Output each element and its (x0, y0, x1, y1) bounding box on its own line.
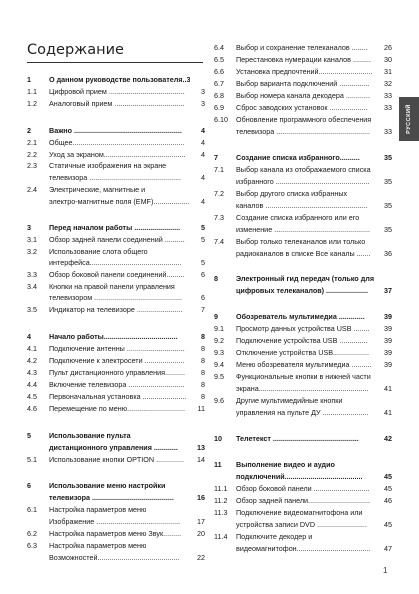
toc-entry-title: подключений....................................... (236, 472, 363, 481)
toc-entry-page: 8 (201, 356, 205, 365)
toc-entry-page: 37 (384, 286, 392, 295)
toc-entry-title: Использование меню настройки (49, 481, 166, 490)
toc-entry-number: 9 (214, 312, 218, 321)
toc-entry-title: Электрические, магнитные и (49, 185, 146, 194)
toc-entry-number: 11.3 (214, 508, 228, 517)
toc-entry-title: Выбор другого списка избранных (236, 189, 348, 198)
toc-entry-title: телевизора .............................................. (49, 173, 182, 182)
toc-entry-number: 6.8 (214, 91, 224, 100)
toc-entry-page: 22 (197, 553, 205, 562)
toc-entry-number: 6.4 (214, 43, 224, 52)
toc-entry-title: Использование пульта (49, 431, 131, 440)
toc-entry-number: 11.1 (214, 484, 228, 493)
toc-entry-page: 17 (197, 517, 205, 526)
toc-entry-page: 8 (201, 344, 205, 353)
toc-entry-title: Перемещение по меню............................. (49, 404, 186, 413)
title-rule (27, 62, 203, 63)
toc-entry-number: 6.5 (214, 55, 224, 64)
toc-entry-title: Подключение антенны ............................. (49, 344, 185, 353)
toc-entry-title: телевизора ............................................... (236, 127, 371, 136)
toc-entry-page: 33 (384, 127, 392, 136)
toc-entry-page: 4 (201, 173, 205, 182)
toc-entry-number: 1.2 (27, 99, 37, 108)
toc-entry-title: Обозреватель мультимедиа ............. (236, 312, 365, 321)
toc-entry-page: 4 (201, 126, 205, 135)
toc-entry-page: 33 (384, 103, 392, 112)
toc-entry-number: 2 (27, 126, 31, 135)
toc-entry-title: Подключение к электросети .................... (49, 356, 185, 365)
toc-entry-page: 46 (384, 496, 392, 505)
toc-entry-page: 35 (384, 225, 392, 234)
toc-entry-title: Кнопки на правой панели управления (49, 282, 175, 291)
toc-entry-page: 16 (197, 493, 205, 502)
toc-entry-page: 45 (384, 484, 392, 493)
toc-entry-title: О данном руководстве пользователя..3 (49, 75, 191, 84)
toc-entry-page: 8 (201, 332, 205, 341)
toc-entry-title: Пульт дистанционного управления.......... (49, 368, 185, 377)
toc-entry-title: Подключите декодер и (236, 532, 313, 541)
toc-entry-page: 39 (384, 360, 392, 369)
toc-entry-number: 9.3 (214, 348, 224, 357)
toc-entry-page: 5 (201, 258, 205, 267)
toc-entry-page: 14 (197, 455, 205, 464)
toc-entry-title: Перестановка нумерации каналов ......... (236, 55, 371, 64)
toc-entry-page: 4 (201, 197, 205, 206)
toc-entry-title: Перед началом работы ....................... (49, 223, 181, 232)
toc-entry-title: Обновление программного обеспечения (236, 115, 372, 124)
toc-entry-title: Индикатор на телевизоре ....................... (49, 305, 183, 314)
toc-entry-number: 8 (214, 274, 218, 283)
toc-entry-page: 39 (384, 312, 392, 321)
toc-entry-title: каналов ................................................... (236, 201, 368, 210)
toc-entry-title: Изображение .......................................... (49, 517, 181, 526)
toc-entry-number: 4.3 (27, 368, 37, 377)
toc-entry-number: 11.4 (214, 532, 228, 541)
toc-entry-number: 4.4 (27, 380, 37, 389)
toc-entry-number: 1 (27, 75, 31, 84)
page-number: 1 (383, 566, 388, 575)
toc-entry-title: Выбор только телеканалов или только (236, 237, 366, 246)
toc-entry-title: телевизора ......................................... (49, 493, 174, 502)
toc-entry-title: Подключение видеомагнитофона или (236, 508, 363, 517)
toc-entry-number: 7.3 (214, 213, 224, 222)
toc-entry-title: Обзор задней панели............................... (236, 496, 370, 505)
toc-entry-page: 4 (201, 150, 205, 159)
toc-entry-page: 20 (197, 529, 205, 538)
toc-entry-page: 30 (384, 55, 392, 64)
toc-entry-number: 11 (214, 460, 222, 469)
toc-entry-title: Подключение устройства USB .............. (236, 336, 368, 345)
toc-entry-page: 31 (384, 67, 392, 76)
toc-entry-title: Обзор боковой панели ............................ (236, 484, 370, 493)
toc-entry-number: 2.3 (27, 161, 37, 170)
toc-entry-page: 5 (201, 223, 205, 232)
toc-entry-number: 4 (27, 332, 31, 341)
toc-entry-number: 9.4 (214, 360, 224, 369)
toc-entry-number: 2.1 (27, 138, 37, 147)
toc-entry-title: радиоканалов в списке Все каналы ....... (236, 249, 371, 258)
toc-entry-title: Другие мультимедийные кнопки (236, 396, 343, 405)
toc-entry-page: 8 (201, 380, 205, 389)
toc-entry-title: дистанционного управления ............ (49, 443, 178, 452)
toc-entry-title: изменение ................................................ (236, 225, 371, 234)
toc-entry-number: 5.1 (27, 455, 37, 464)
toc-entry-number: 6.10 (214, 115, 228, 124)
toc-entry-title: интерфейса.............................................. (49, 258, 182, 267)
toc-entry-page: 6 (201, 293, 205, 302)
toc-entry-title: Возможностей......................................... (49, 553, 180, 562)
toc-entry-title: Установка предпочтений........................... (236, 67, 373, 76)
toc-entry-page: 35 (384, 177, 392, 186)
toc-entry-title: телевизором ............................................ (49, 293, 183, 302)
toc-entry-title: Выбор номера канала декодера ............ (236, 91, 370, 100)
toc-entry-page: 45 (384, 472, 392, 481)
toc-entry-title: Функциональные кнопки в нижней части (236, 372, 371, 381)
toc-entry-title: Отключение устройства USB.................. (236, 348, 370, 357)
toc-entry-title: электро-магнитные поля (EMF).................. (49, 197, 190, 206)
toc-entry-title: Выбор канала из отображаемого списка (236, 165, 371, 174)
toc-entry-page: 39 (384, 348, 392, 357)
toc-entry-page: 26 (384, 43, 392, 52)
toc-entry-title: Первоначальная установка ...................... (49, 392, 187, 401)
toc-entry-title: Настройка параметров меню (49, 541, 147, 550)
toc-entry-number: 4.1 (27, 344, 37, 353)
toc-entry-page: 5 (201, 235, 205, 244)
toc-entry-number: 4.2 (27, 356, 37, 365)
toc-entry-title: Обзор боковой панели соединений......... (49, 270, 185, 279)
toc-entry-number: 3.2 (27, 247, 37, 256)
toc-entry-title: избранного ............................................... (236, 177, 370, 186)
toc-entry-number: 3 (27, 223, 31, 232)
toc-entry-page: 36 (384, 249, 392, 258)
toc-entry-title: Выбор и сохранение телеканалов ........ (236, 43, 368, 52)
toc-entry-title: Включение телевизора ............................ (49, 380, 185, 389)
toc-entry-page: 39 (384, 336, 392, 345)
toc-entry-page: 42 (384, 434, 392, 443)
toc-entry-page: 35 (384, 153, 392, 162)
toc-entry-number: 9.5 (214, 372, 224, 381)
toc-entry-title: Важно ...................................................... (49, 126, 182, 135)
toc-entry-title: Создание списка избранного.......... (236, 153, 360, 162)
toc-entry-title: Статичные изображения на экране (49, 161, 167, 170)
toc-entry-number: 6.3 (27, 541, 37, 550)
toc-entry-number: 6.9 (214, 103, 224, 112)
toc-entry-page: 3 (201, 99, 205, 108)
toc-entry-number: 7.2 (214, 189, 224, 198)
toc-entry-number: 9.2 (214, 336, 224, 345)
toc-entry-page: 45 (384, 520, 392, 529)
toc-entry-page: 33 (384, 91, 392, 100)
toc-entry-number: 7.1 (214, 165, 224, 174)
toc-entry-title: видеомагнитофон..................................... (236, 544, 371, 553)
toc-entry-title: цифровых телеканалов) ..................... (236, 286, 368, 295)
toc-entry-page: 11 (197, 404, 205, 413)
toc-entry-title: Обзор задней панели соединений .......... (49, 235, 185, 244)
toc-entry-title: Выполнение видео и аудио (236, 460, 335, 469)
toc-entry-title: устройства записи DVD ......................... (236, 520, 367, 529)
toc-entry-page: 7 (201, 305, 205, 314)
toc-entry-page: 32 (384, 79, 392, 88)
toc-entry-title: Выбор варианта подключений ............... (236, 79, 370, 88)
toc-entry-number: 3.1 (27, 235, 37, 244)
toc-entry-number: 7 (214, 153, 218, 162)
toc-entry-title: Просмотр данных устройства USB ........ (236, 324, 370, 333)
toc-entry-number: 6.1 (27, 505, 37, 514)
toc-entry-number: 3.3 (27, 270, 37, 279)
toc-entry-title: Настройка параметров меню (49, 505, 147, 514)
toc-entry-number: 3.5 (27, 305, 37, 314)
toc-entry-page: 3 (201, 87, 205, 96)
toc-entry-title: Цифровой прием ...................................... (49, 87, 185, 96)
toc-entry-title: Начало работы..................................... (49, 332, 178, 341)
toc-entry-title: Настройка параметров меню Звук......... (49, 529, 182, 538)
toc-entry-page: 41 (384, 384, 392, 393)
toc-entry-number: 6.6 (214, 67, 224, 76)
toc-entry-page: 6 (201, 270, 205, 279)
toc-entry-title: Использование слота общего (49, 247, 148, 256)
toc-entry-page: 8 (201, 368, 205, 377)
language-tab (399, 97, 419, 141)
toc-entry-page: 41 (384, 408, 392, 417)
toc-entry-number: 9.1 (214, 324, 224, 333)
toc-entry-page: 35 (384, 201, 392, 210)
toc-entry-number: 2.4 (27, 185, 37, 194)
toc-entry-title: Уход за экраном......................................... (49, 150, 186, 159)
toc-entry-number: 7.4 (214, 237, 224, 246)
toc-entry-number: 10 (214, 434, 222, 443)
toc-entry-number: 11.2 (214, 496, 228, 505)
toc-entry-title: Электронный гид передач (только для (236, 274, 375, 283)
toc-entry-page: 8 (201, 392, 205, 401)
toc-entry-page: 39 (384, 324, 392, 333)
toc-entry-title: Телетекст ........................................... (236, 434, 359, 443)
toc-entry-number: 3.4 (27, 282, 37, 291)
toc-entry-number: 6.2 (27, 529, 37, 538)
toc-entry-number: 9.6 (214, 396, 224, 405)
toc-entry-page: 13 (197, 443, 205, 452)
toc-entry-title: Сброс заводских установок ................... (236, 103, 368, 112)
toc-entry-title: Использование кнопки OPTION .............. (49, 455, 185, 464)
language-tab-label: РУССКИЙ (406, 104, 412, 134)
toc-entry-title: Аналоговый прием ................................... (49, 99, 185, 108)
toc-entry-number: 4.5 (27, 392, 37, 401)
toc-entry-title: Создание списка избранного или его (236, 213, 360, 222)
toc-entry-number: 5 (27, 431, 31, 440)
toc-entry-title: управления на пульте ДУ ....................... (236, 408, 369, 417)
toc-entry-number: 6.7 (214, 79, 224, 88)
toc-entry-page: 47 (384, 544, 392, 553)
toc-entry-number: 6 (27, 481, 31, 490)
toc-entry-title: экрана....................................................... (236, 384, 369, 393)
toc-entry-number: 2.2 (27, 150, 37, 159)
toc-entry-title: Общее........................................................ (49, 138, 185, 147)
toc-entry-page: 4 (201, 138, 205, 147)
toc-entry-title: Меню обозревателя мультимедиа .......... (236, 360, 372, 369)
page-title: Содержание (27, 42, 124, 58)
toc-entry-number: 1.1 (27, 87, 37, 96)
toc-entry-number: 4.6 (27, 404, 37, 413)
